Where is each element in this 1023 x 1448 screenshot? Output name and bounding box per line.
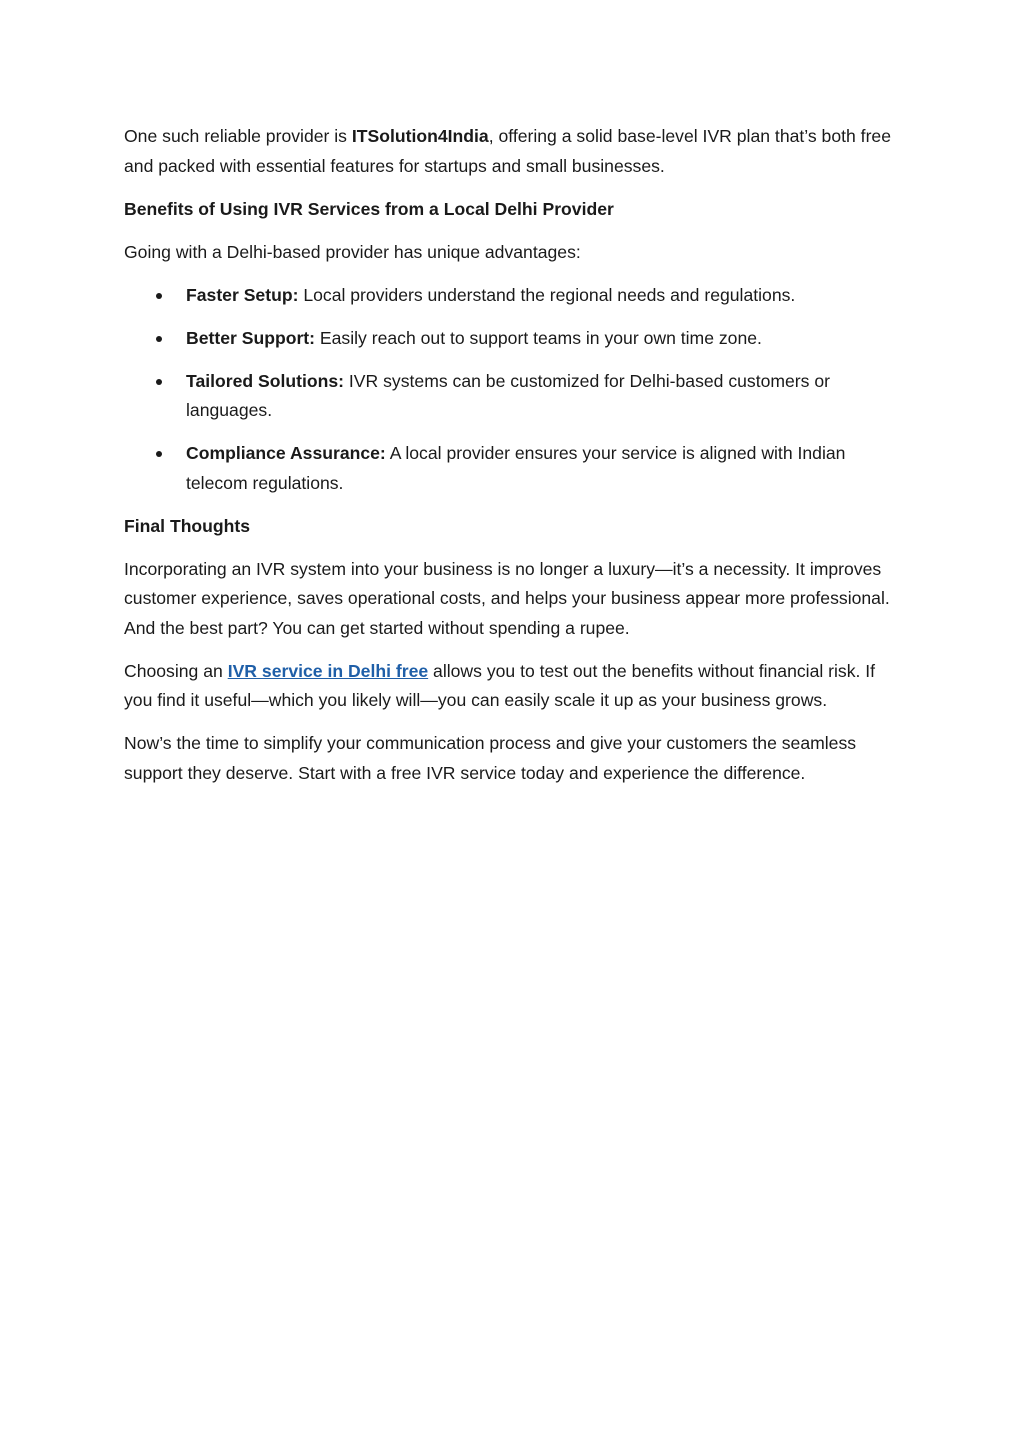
benefit-text: A local provider ensures your service is aligned with Indian telecom regulations. bbox=[186, 443, 846, 493]
benefit-label: Compliance Assurance: bbox=[186, 443, 386, 463]
document-page bbox=[124, 122, 904, 802]
benefit-item-tailored-solutions bbox=[124, 367, 904, 426]
benefits-heading: Benefits of Using IVR Services from a Local Delhi Provider bbox=[124, 198, 614, 219]
bullet-icon bbox=[156, 451, 162, 457]
benefits-lead: Going with a Delhi-based provider has unique advantages: bbox=[124, 241, 581, 262]
para2-text-before: Choosing an bbox=[124, 660, 228, 681]
benefits-list bbox=[124, 281, 904, 499]
benefit-item-compliance-assurance bbox=[124, 439, 904, 498]
para2-text-after: allows you to test out the benefits without financial risk. If you find it useful—which you likely will—you can easily scale it up as your business grows. bbox=[124, 660, 876, 710]
final-paragraph-2 bbox=[124, 657, 904, 716]
benefit-text: Easily reach out to support teams in your own time zone. bbox=[315, 327, 762, 348]
ivr-service-link[interactable]: IVR service in Delhi free bbox=[227, 660, 429, 681]
benefit-item-better-support bbox=[124, 324, 904, 354]
benefit-item-faster-setup bbox=[124, 281, 904, 311]
benefit-label: Better Support: bbox=[186, 327, 316, 348]
intro-text-after: , offering a solid base-level IVR plan that’s both free and packed with essential features for startups and small businesses. bbox=[124, 126, 891, 176]
bullet-icon bbox=[156, 379, 162, 385]
intro-paragraph bbox=[124, 122, 904, 181]
benefit-text: IVR systems can be customized for Delhi-based customers or languages. bbox=[186, 370, 830, 420]
benefit-text: Local providers understand the regional needs and regulations. bbox=[298, 284, 796, 305]
bullet-icon bbox=[156, 293, 162, 299]
intro-text-before: One such reliable provider is bbox=[124, 126, 352, 146]
final-thoughts-heading: Final Thoughts bbox=[124, 515, 251, 536]
brand-name: ITSolution4India bbox=[351, 126, 489, 146]
benefit-label: Tailored Solutions: bbox=[186, 370, 345, 391]
bullet-icon bbox=[156, 336, 162, 342]
final-paragraph-1: Incorporating an IVR system into your business is no longer a luxury—it’s a necessity. It improves customer experience, saves operational costs, and helps your business appear more professional. And the best part? You can get started without spending a rupee. bbox=[124, 558, 890, 638]
benefit-label: Faster Setup: bbox=[186, 284, 299, 305]
final-paragraph-3: Now’s the time to simplify your communication process and give your customers the seamless support they deserve. Start with a free IVR service today and experience the difference. bbox=[124, 733, 857, 783]
